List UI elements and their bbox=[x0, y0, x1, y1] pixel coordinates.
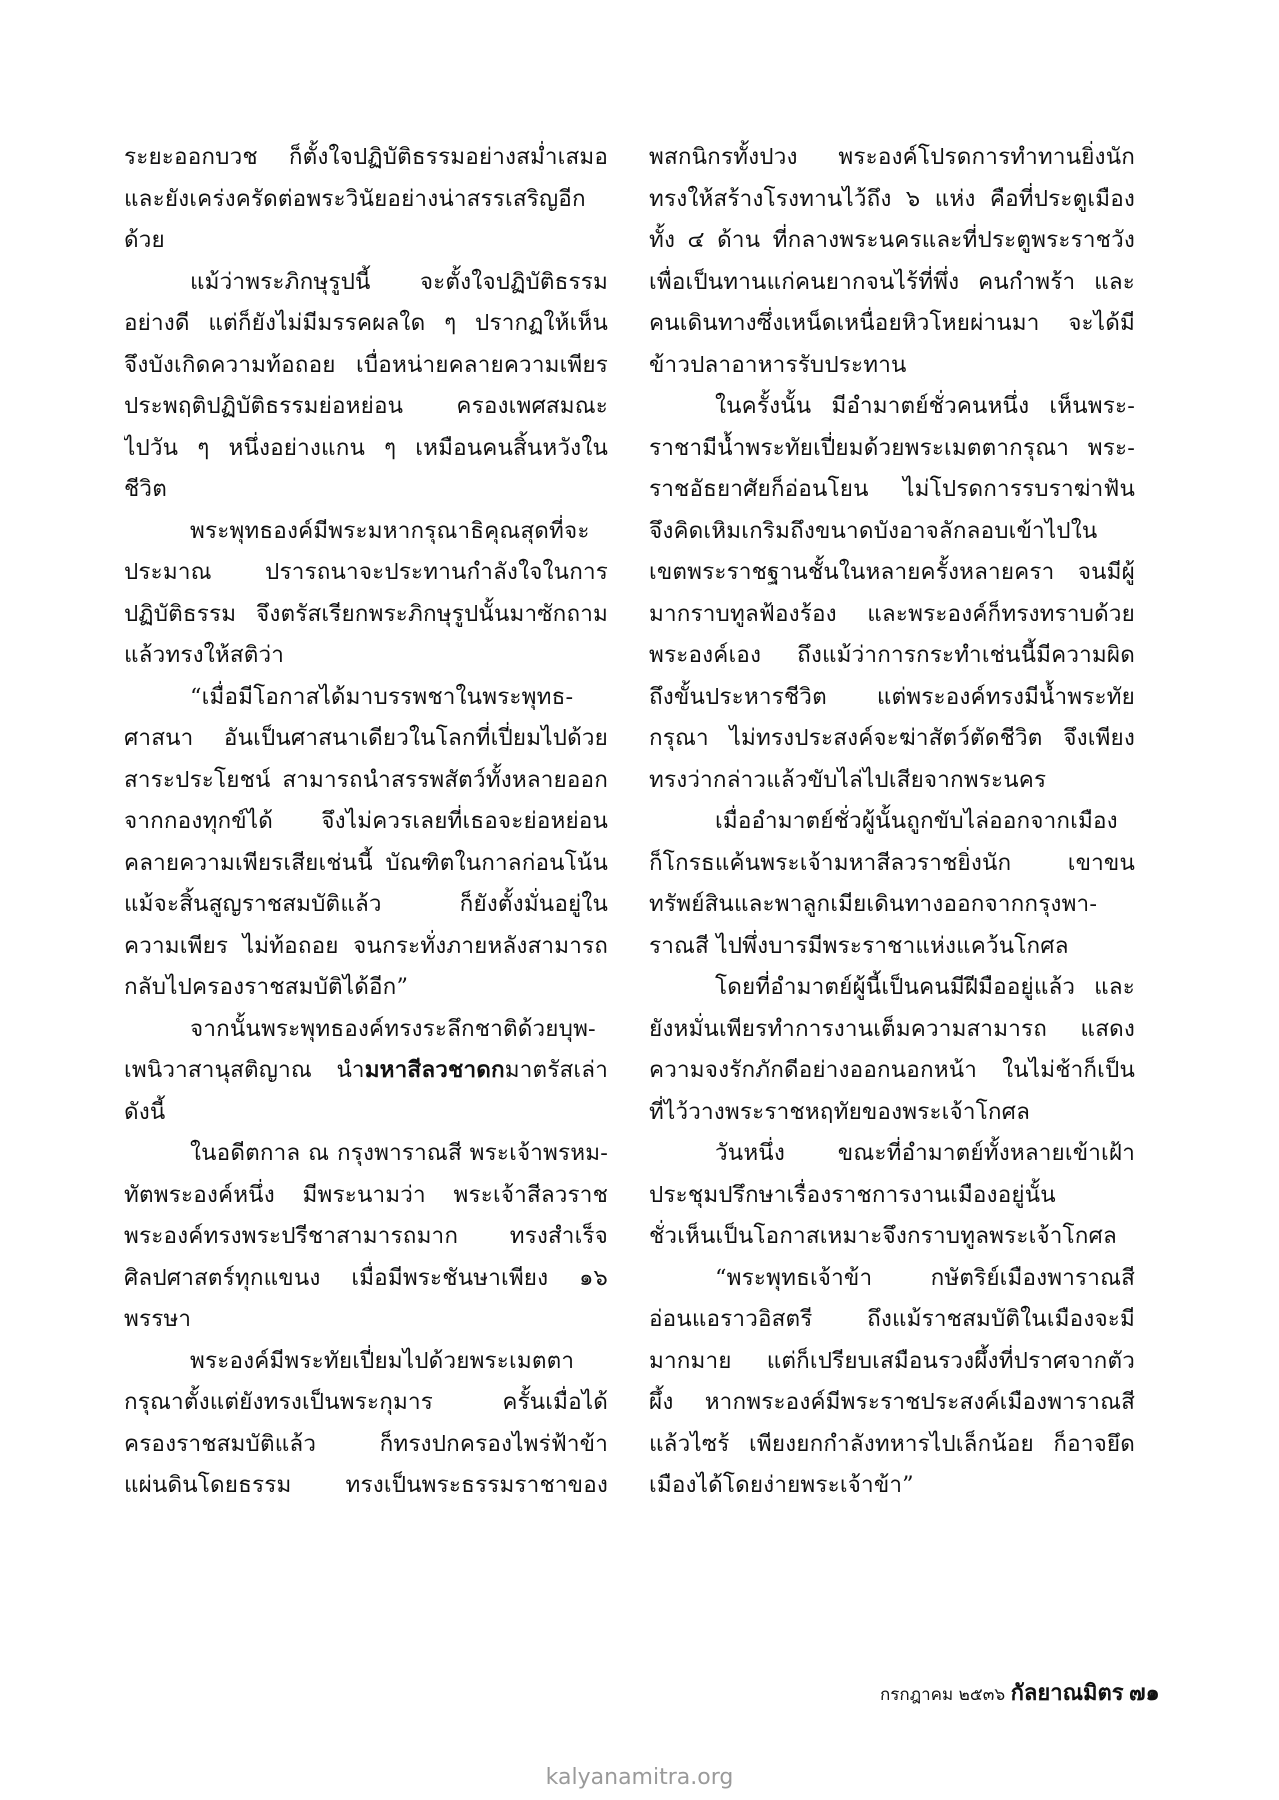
footer-date: กรกฎาคม ๒๕๓๖ bbox=[880, 1685, 1006, 1705]
text-line: ความเพียร ไม่ท้อถอย จนกระทั่งภายหลังสามารถ bbox=[124, 932, 608, 959]
text-line: เพนิวาสานุสติญาณ นำมหาสีลวชาดกมาตรัสเล่า bbox=[124, 1057, 608, 1083]
text-line: แผ่นดินโดยธรรม ทรงเป็นพระธรรมราชาของ bbox=[124, 1472, 608, 1498]
text-line: สาระประโยชน์ สามารถนำสรรพสัตว์ทั้งหลายออก bbox=[124, 766, 608, 793]
text-line: “เมื่อมีโอกาสได้มาบรรพชาในพระพุทธ- bbox=[190, 683, 574, 710]
page-footer bbox=[880, 1675, 1160, 1710]
text-line: ถึงขั้นประหารชีวิต แต่พระองค์ทรงมีน้ำพระทัย bbox=[649, 683, 1135, 710]
text-line: ทรงให้สร้างโรงทานไว้ถึง ๖ แห่ง คือที่ประตูเมือง bbox=[649, 185, 1135, 212]
text-line: แล้วทรงให้สติว่า bbox=[124, 642, 285, 668]
text-line: ก็โกรธแค้นพระเจ้ามหาสีลวราชยิ่งนัก เขาขน bbox=[649, 849, 1135, 876]
text-line: คนเดินทางซึ่งเหน็ดเหนื่อยหิวโหยผ่านมา จะได้มี bbox=[649, 310, 1135, 336]
text-line: ศาสนา อันเป็นศาสนาเดียวในโลกที่เปี่ยมไปด้วย bbox=[124, 725, 608, 751]
left-text-column bbox=[124, 137, 608, 1507]
text-line: คลายความเพียรเสียเช่นนี้ บัณฑิตในกาลก่อนโน้น bbox=[124, 849, 608, 876]
text-line: ทรงว่ากล่าวแล้วขับไล่ไปเสียจากพระนคร bbox=[649, 766, 1047, 793]
text-line: โดยที่อำมาตย์ผู้นี้เป็นคนมีฝีมืออยู่แล้ว และ bbox=[715, 974, 1135, 1000]
text-line: จากกองทุกข์ได้ จึงไม่ควรเลยที่เธอจะย่อหย่อน bbox=[124, 808, 608, 834]
text-line: ประชุมปรึกษาเรื่องราชการงานเมืองอยู่นั้น bbox=[649, 1181, 1056, 1208]
text-line: ทั้ง ๔ ด้าน ที่กลางพระนครและที่ประตูพระราชวัง bbox=[649, 227, 1135, 253]
text-line: พระองค์ทรงพระปรีชาสามารถมาก ทรงสำเร็จ bbox=[124, 1223, 608, 1249]
text-line: ราชามีน้ำพระทัยเปี่ยมด้วยพระเมตตากรุณา พระ- bbox=[649, 434, 1135, 461]
text-line: จึงบังเกิดความท้อถอย เบื่อหน่ายคลายความเพียร bbox=[124, 351, 608, 378]
text-line: ด้วย bbox=[124, 227, 165, 253]
text-line: ประพฤติปฏิบัติธรรมย่อหย่อน ครองเพศสมณะ bbox=[124, 393, 608, 419]
text-line: ยังหมั่นเพียรทำการงานเต็มความสามารถ แสดง bbox=[649, 1015, 1135, 1042]
text-line: เมืองได้โดยง่ายพระเจ้าข้า” bbox=[649, 1472, 914, 1498]
text-line: แล้วไซร้ เพียงยกกำลังทหารไปเล็กน้อย ก็อาจยึด bbox=[649, 1430, 1135, 1457]
text-line: มากมาย แต่ก็เปรียบเสมือนรวงผึ้งที่ปราศจากตัว bbox=[649, 1347, 1135, 1374]
text-line: ประมาณ ปรารถนาจะประทานกำลังใจในการ bbox=[124, 559, 608, 585]
text-line: กลับไปครองราชสมบัติได้อีก” bbox=[124, 974, 409, 1000]
jataka-title: มหาสีลวชาดก bbox=[364, 1057, 505, 1083]
text-line: ระยะออกบวช ก็ตั้งใจปฏิบัติธรรมอย่างสม่ำเสมอ bbox=[124, 144, 608, 170]
text-line: อย่างดี แต่ก็ยังไม่มีมรรคผลใด ๆ ปรากฏให้เห็น bbox=[124, 310, 608, 336]
text-line: แม้ว่าพระภิกษุรูปนี้ จะตั้งใจปฏิบัติธรรม bbox=[190, 268, 608, 295]
text-line: ผึ้ง หากพระองค์มีพระราชประสงค์เมืองพาราณสี bbox=[649, 1389, 1135, 1415]
text-line: เขตพระราชฐานชั้นในหลายครั้งหลายครา จนมีผู้ bbox=[649, 559, 1135, 585]
text-line: ราชอัธยาศัยก็อ่อนโยน ไม่โปรดการรบราฆ่าฟัน bbox=[649, 476, 1135, 502]
text-line: มากราบทูลฟ้องร้อง และพระองค์ก็ทรงทราบด้วย bbox=[649, 600, 1135, 627]
text-line: ในอดีตกาล ณ กรุงพาราณสี พระเจ้าพรหม- bbox=[190, 1140, 608, 1166]
text-line: ความจงรักภักดีอย่างออกนอกหน้า ในไม่ช้าก็เป็น bbox=[649, 1057, 1135, 1083]
text-line: ทรัพย์สินและพาลูกเมียเดินทางออกจากกรุงพา- bbox=[649, 891, 1098, 917]
text-line: และยังเคร่งครัดต่อพระวินัยอย่างน่าสรรเสริญอีก bbox=[124, 185, 586, 212]
footer-magazine-title: กัลยาณมิตร bbox=[1010, 1680, 1124, 1706]
text-line: พระองค์มีพระทัยเปี่ยมไปด้วยพระเมตตา bbox=[190, 1347, 575, 1374]
text-line: ศิลปศาสตร์ทุกแขนง เมื่อมีพระชันษาเพียง ๑๖ bbox=[124, 1264, 608, 1291]
text-line: พรรษา bbox=[124, 1306, 192, 1332]
text-line: ชั่วเห็นเป็นโอกาสเหมาะจึงกราบทูลพระเจ้าโกศล bbox=[649, 1223, 1117, 1249]
text-line: ครองราชสมบัติแล้ว ก็ทรงปกครองไพร่ฟ้าข้า bbox=[124, 1430, 608, 1457]
text-line: ปฏิบัติธรรม จึงตรัสเรียกพระภิกษุรูปนั้นมาซักถาม bbox=[124, 600, 608, 627]
text-line: พระพุทธองค์มีพระมหากรุณาธิคุณสุดที่จะ bbox=[190, 517, 590, 544]
text-line: ที่ไว้วางพระราชหฤทัยของพระเจ้าโกศล bbox=[649, 1098, 1031, 1125]
text-line: กรุณาตั้งแต่ยังทรงเป็นพระกุมาร ครั้นเมื่อได้ bbox=[124, 1389, 608, 1415]
text-line: อ่อนแอราวอิสตรี ถึงแม้ราชสมบัติในเมืองจะมี bbox=[649, 1306, 1135, 1332]
text-line: แม้จะสิ้นสูญราชสมบัติแล้ว ก็ยังตั้งมั่นอยู่ใน bbox=[124, 891, 608, 917]
text-line: เมื่ออำมาตย์ชั่วผู้นั้นถูกขับไล่ออกจากเมือง bbox=[715, 808, 1118, 834]
text-line: ในครั้งนั้น มีอำมาตย์ชั่วคนหนึ่ง เห็นพระ- bbox=[715, 393, 1135, 419]
text-line: พระองค์เอง ถึงแม้ว่าการกระทำเช่นนี้มีความผิด bbox=[649, 642, 1135, 668]
footer-page-number: ๗๑ bbox=[1129, 1680, 1160, 1706]
text-line: ข้าวปลาอาหารรับประทาน bbox=[649, 351, 907, 378]
text-line: “พระพุทธเจ้าข้า กษัตริย์เมืองพาราณสี bbox=[715, 1264, 1135, 1291]
text-line: ดังนี้ bbox=[124, 1098, 166, 1125]
text-line: ไปวัน ๆ หนึ่งอย่างแกน ๆ เหมือนคนสิ้นหวังใน bbox=[124, 434, 608, 461]
text-line: จากนั้นพระพุทธองค์ทรงระลึกชาติด้วยบุพ- bbox=[190, 1015, 596, 1042]
text-line: ชีวิต bbox=[124, 476, 167, 502]
text-line: ทัตพระองค์หนึ่ง มีพระนามว่า พระเจ้าสีลวราช bbox=[124, 1181, 608, 1208]
text-line: ราณสี ไปพึ่งบารมีพระราชาแห่งแคว้นโกศล bbox=[649, 932, 1069, 959]
right-text-column bbox=[649, 137, 1135, 1507]
text-line: วันหนึ่ง ขณะที่อำมาตย์ทั้งหลายเข้าเฝ้า bbox=[715, 1140, 1135, 1166]
text-line: จึงคิดเหิมเกริมถึงขนาดบังอาจลักลอบเข้าไปใน bbox=[649, 517, 1098, 544]
watermark-url[interactable]: kalyanamitra.org bbox=[545, 1765, 734, 1790]
text-line: กรุณา ไม่ทรงประสงค์จะฆ่าสัตว์ตัดชีวิต จึงเพียง bbox=[649, 725, 1135, 751]
text-line: พสกนิกรทั้งปวง พระองค์โปรดการทำทานยิ่งนัก bbox=[649, 144, 1135, 170]
text-line: เพื่อเป็นทานแก่คนยากจนไร้ที่พึ่ง คนกำพร้า และ bbox=[649, 268, 1135, 295]
